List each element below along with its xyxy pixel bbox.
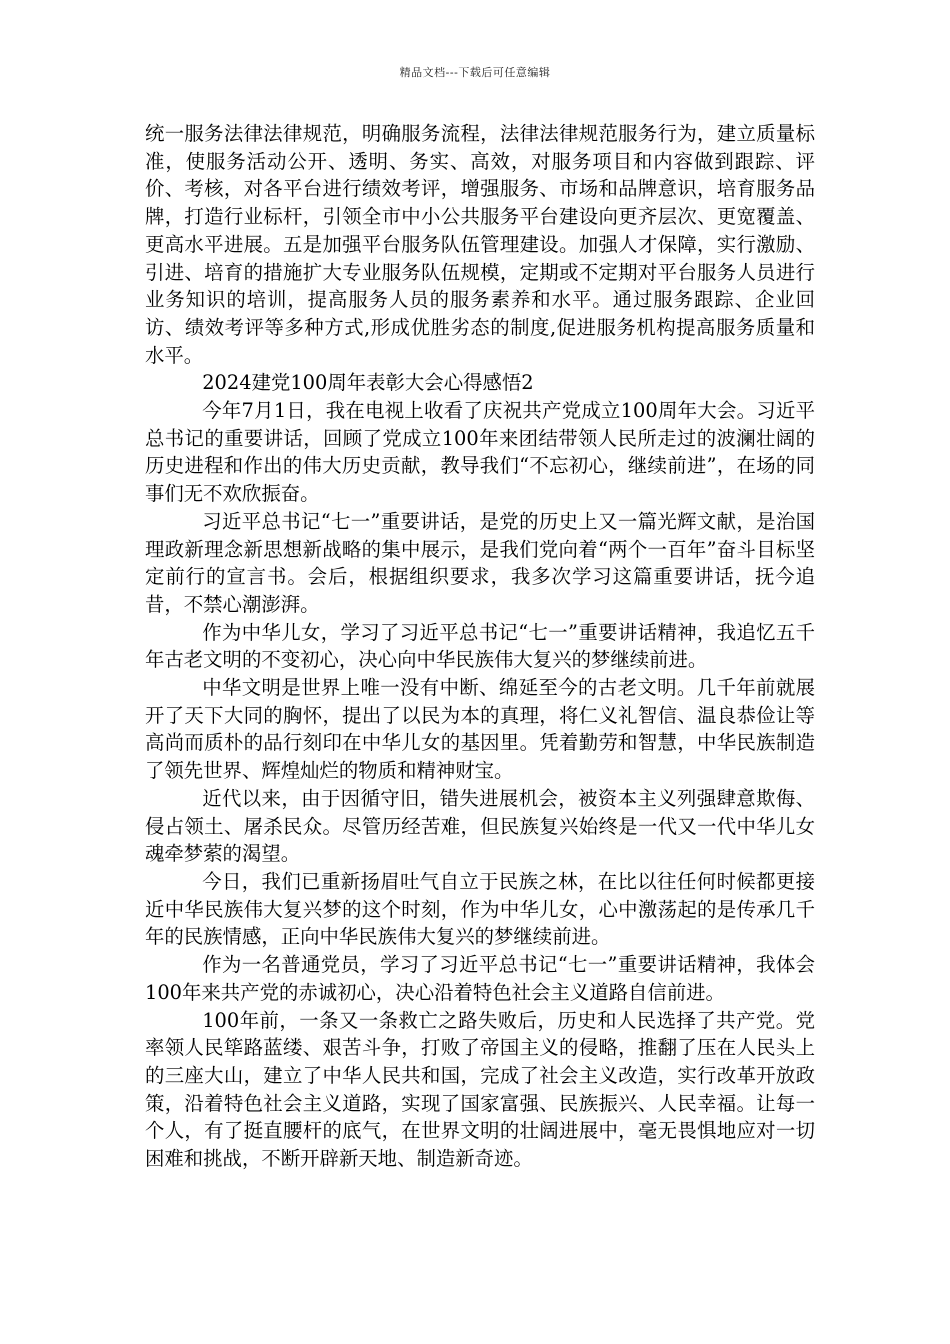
document-body — [145, 120, 815, 1173]
paragraph-continuation: 统一服务法律法律规范，明确服务流程，法律法律规范服务行为，建立质量标准，使服务活动公开、透明、务实、高效，对服务项目和内容做到跟踪、评价、考核，对各平台进行绩效考评，增强服务、市场和品牌意识，培育服务品牌，打造行业标杆，引领全市中小公共服务平台建设向更齐层次、更宽覆盖、更高水平进展。五是加强平台服务队伍管理建设。加强人才保障，实行激励、引进、培育的措施扩大专业服务队伍规模，定期或不定期对平台服务人员进行业务知识的培训，提高服务人员的服务素养和水平。通过服务跟踪、企业回访、绩效考评等多种方式,形成优胜劣态的制度,促进服务机构提高服务质量和水平。 — [145, 122, 815, 367]
paragraph: 作为一名普通党员，学习了习近平总书记“七一”重要讲话精神，我体会100年来共产党的赤诚初心，决心沿着特色社会主义道路自信前进。 — [145, 953, 815, 1004]
paragraph: 今日，我们已重新扬眉吐气自立于民族之林，在比以往任何时候都更接近中华民族伟大复兴梦的这个时刻，作为中华儿女，心中激荡起的是传承几千年的民族情感，正向中华民族伟大复兴的梦继续前进。 — [145, 869, 815, 949]
paragraph: 近代以来，由于因循守旧，错失进展机会，被资本主义列强肆意欺侮、侵占领土、屠杀民众。尽管历经苦难，但民族复兴始终是一代又一代中华儿女魂牵梦萦的渴望。 — [145, 786, 815, 866]
section-title: 2024建党100周年表彰大会心得感悟2 — [202, 371, 534, 395]
paragraph: 习近平总书记“七一”重要讲话，是党的历史上又一篇光辉文献，是治国理政新理念新思想新战略的集中展示，是我们党向着“两个一百年”奋斗目标坚定前行的宣言书。会后，根据组织要求，我多次学习这篇重要讲话，抚今追昔，不禁心潮澎湃。 — [145, 509, 815, 616]
paragraph: 中华文明是世界上唯一没有中断、绵延至今的古老文明。几千年前就展开了天下大同的胸怀，提出了以民为本的真理，将仁义礼智信、温良恭俭让等高尚而质朴的品行刻印在中华儿女的基因里。凭着勤劳和智慧，中华民族制造了领先世界、辉煌灿烂的物质和精神财宝。 — [145, 676, 815, 783]
page-header: 精品文档---下载后可任意编辑 — [399, 66, 551, 79]
paragraph: 今年7月1日，我在电视上收看了庆祝共产党成立100周年大会。习近平总书记的重要讲话，回顾了党成立100年来团结带领人民所走过的波澜壮阔的历史进程和作出的伟大历史贡献，教导我们“不忘初心，继续前进”，在场的同事们无不欢欣振奋。 — [145, 399, 815, 506]
paragraph: 100年前，一条又一条救亡之路失败后，历史和人民选择了共产党。党率领人民筚路蓝缕、艰苦斗争，打败了帝国主义的侵略，推翻了压在人民头上的三座大山，建立了中华人民共和国，完成了社会主义改造，实行改革开放政策，沿着特色社会主义道路，实现了国家富强、民族振兴、人民幸福。让每一个人，有了挺直腰杆的底气，在世界文明的壮阔进展中，毫无畏惧地应对一切困难和挑战，不断开辟新天地、制造新奇迹。 — [145, 1008, 815, 1171]
paragraph: 作为中华儿女，学习了习近平总书记“七一”重要讲话精神，我追忆五千年古老文明的不变初心，决心向中华民族伟大复兴的梦继续前进。 — [145, 620, 815, 672]
